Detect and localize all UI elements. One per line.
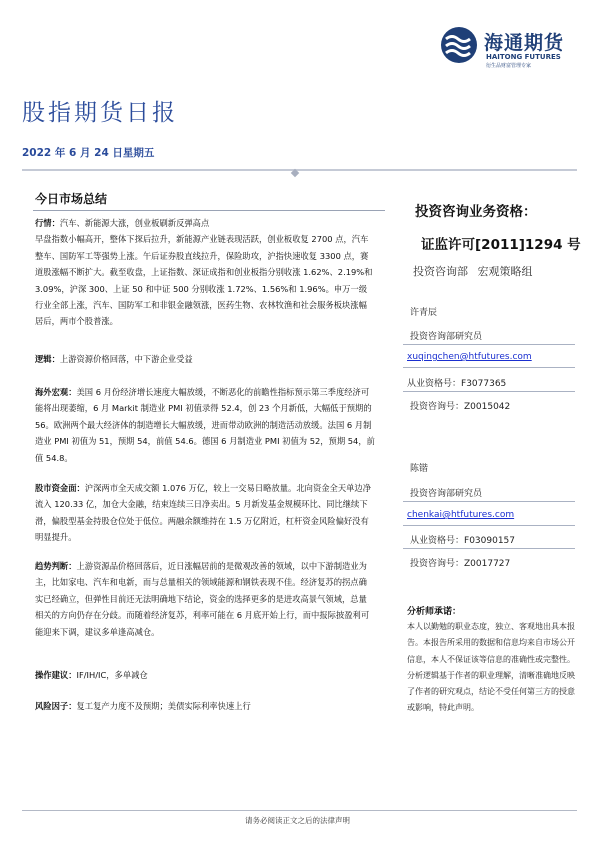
section-logic (35, 351, 375, 367)
statement-body: 本人以勤勉的职业态度，独立、客观地出具本报告。本报告所采用的数据和信息均来自市场公开信息，本人不保证该等信息的准确性或完整性。分析逻辑基于作者的职业理解，清晰准确地反映了作者的研究观点，结论不受任何第三方的授意或影响，特此声明。 (407, 622, 575, 713)
qualification-title: 投资咨询业务资格： (415, 204, 537, 220)
footer-divider (22, 810, 577, 811)
report-date: 2022 年 6 月 24 日星期五 (22, 147, 155, 159)
report-title: 股指期货日报 (22, 100, 178, 126)
practice-label: 从业资格号： (407, 379, 462, 389)
section-trend (35, 558, 375, 640)
consult-number: Z0015042 (464, 402, 511, 412)
brand-name-en: HAITONG FUTURES (486, 53, 561, 61)
consult-label: 投资咨询号： (410, 402, 465, 412)
summary-heading: 今日市场总结 (35, 192, 108, 206)
section-text: 美国 6 月份经济增长速度大幅放缓，不断恶化的前瞻性指标预示第三季度经济可能将出现萎缩，6 月 Markit 制造业 PMI 初值录得 52.4，创 23 个月新低，大幅低于预期的 56。欧洲两个最大经济体的制造增长大幅放缓，进而带动欧洲的制造活动放缓。法国 6 月制造业 PMI 初值为 51，预期 54，前值 54.6。德国 6 月制造业 PMI 初值为 52，预期 54，前值 54.8。 (35, 387, 375, 463)
haitong-logo-icon (440, 26, 478, 64)
section-text: IF/IH/IC，多单减仓 (76, 670, 148, 680)
section-text: 沪深两市全天成交额 1.076 万亿，较上一交易日略放量。北向资金全天单边净流入 120.33 亿，加仓大金融，结束连续三日净卖出。5 月新发基金规模环比、同比继续下滑，偏股型基金持股仓位处于低位。两融余额维持在 1.5 万亿附近，杠杆资金风险偏好没有明显提升。 (35, 483, 372, 543)
section-label: 逻辑： (35, 354, 60, 364)
analyst-email-link[interactable]: xuqingchen@htfutures.com (407, 352, 532, 362)
analyst-divider (403, 501, 575, 502)
section-label: 行情： (35, 218, 60, 228)
brand-slogan: 衍生品财富管理专家 (486, 63, 532, 69)
section-label: 股市资金面： (35, 483, 85, 493)
analyst-consult (410, 556, 510, 569)
brand-logo (440, 26, 590, 70)
analyst-divider (403, 344, 575, 345)
section-text: 汽车、新能源大涨，创业板刷新反弹高点 早盘指数小幅高开，整体下探后拉升，新能源产业链表现活跃，创业板收复 2700 点，汽车整车、国防军工等强势上涨。午后证券股直线拉升，保险助攻，沪指快速收复 3300 点，赛道股涨幅不断扩大。截至收盘，上证指数、深证成指和创业板指分别收涨 1.62%、2.19%和 3.09%，沪深 300、上证 50 和中证 500 分别收涨 1.72%、1.56%和 1.96%。申万一级行业全部上涨，汽车、国防军工和非银金融领涨，医药生物、农林牧渔和社会服务板块涨幅居后，两市个股普涨。 (35, 218, 373, 327)
practice-number: F03090157 (464, 536, 516, 546)
section-text: 上游资源品价格回落后，近日涨幅居前的是微观改善的领域，以中下游制造业为主，比如家电、汽车和电新，而与总量相关的领域能源和钢铁表现不佳。经济复苏的拐点确实已经确立，但弹性目前还无法明确地下结论，资金的选择更多的是进攻高景气领域，总量相关的方向仍存在分歧。而随着经济复苏，利率可能在 6 月底开始上行，而中报际披盈利可能迎来下调，建议多单逢高减仓。 (35, 561, 370, 637)
section-label: 海外宏观： (35, 387, 77, 397)
section-market (35, 215, 375, 330)
consult-label: 投资咨询号： (410, 559, 465, 569)
qualification-license: 证监许可[2011]1294 号 (421, 237, 581, 253)
section-text: 复工复产力度不及预期；美债实际利率快速上行 (76, 701, 251, 711)
analyst-practice (407, 376, 506, 389)
practice-label: 从业资格号： (410, 536, 465, 546)
section-funding (35, 480, 375, 546)
section-text: 上游资源价格回落，中下游企业受益 (59, 354, 193, 364)
analyst-name: 陈锴 (410, 464, 429, 474)
section-label: 趋势判断： (35, 561, 77, 571)
section-label: 操作建议： (35, 670, 77, 680)
qualification-department: 投资咨询部 宏观策略组 (413, 265, 533, 278)
header-divider (22, 169, 577, 171)
section-risk (35, 698, 375, 714)
analyst-divider (403, 391, 575, 392)
statement-title: 分析师承诺： (407, 607, 462, 617)
section-overseas-macro (35, 384, 375, 466)
footer-legal-note: 请务必阅读正文之后的法律声明 (245, 816, 350, 825)
analyst-role: 投资咨询部研究员 (410, 332, 483, 342)
practice-number: F3077365 (461, 379, 507, 389)
section-label: 风险因子： (35, 701, 77, 711)
analyst-divider (403, 367, 575, 368)
analyst-consult (410, 399, 510, 412)
analyst-role: 投资咨询部研究员 (410, 489, 483, 499)
analyst-email-link[interactable]: chenkai@htfutures.com (407, 510, 515, 520)
summary-underline (33, 210, 385, 211)
consult-number: Z0017727 (464, 559, 511, 569)
section-operation (35, 667, 375, 683)
analyst-divider (403, 525, 575, 526)
analyst-practice (410, 533, 515, 546)
analyst-name: 许青辰 (410, 308, 438, 318)
analyst-divider (403, 548, 575, 549)
brand-name-cn: 海通期货 (484, 32, 565, 54)
